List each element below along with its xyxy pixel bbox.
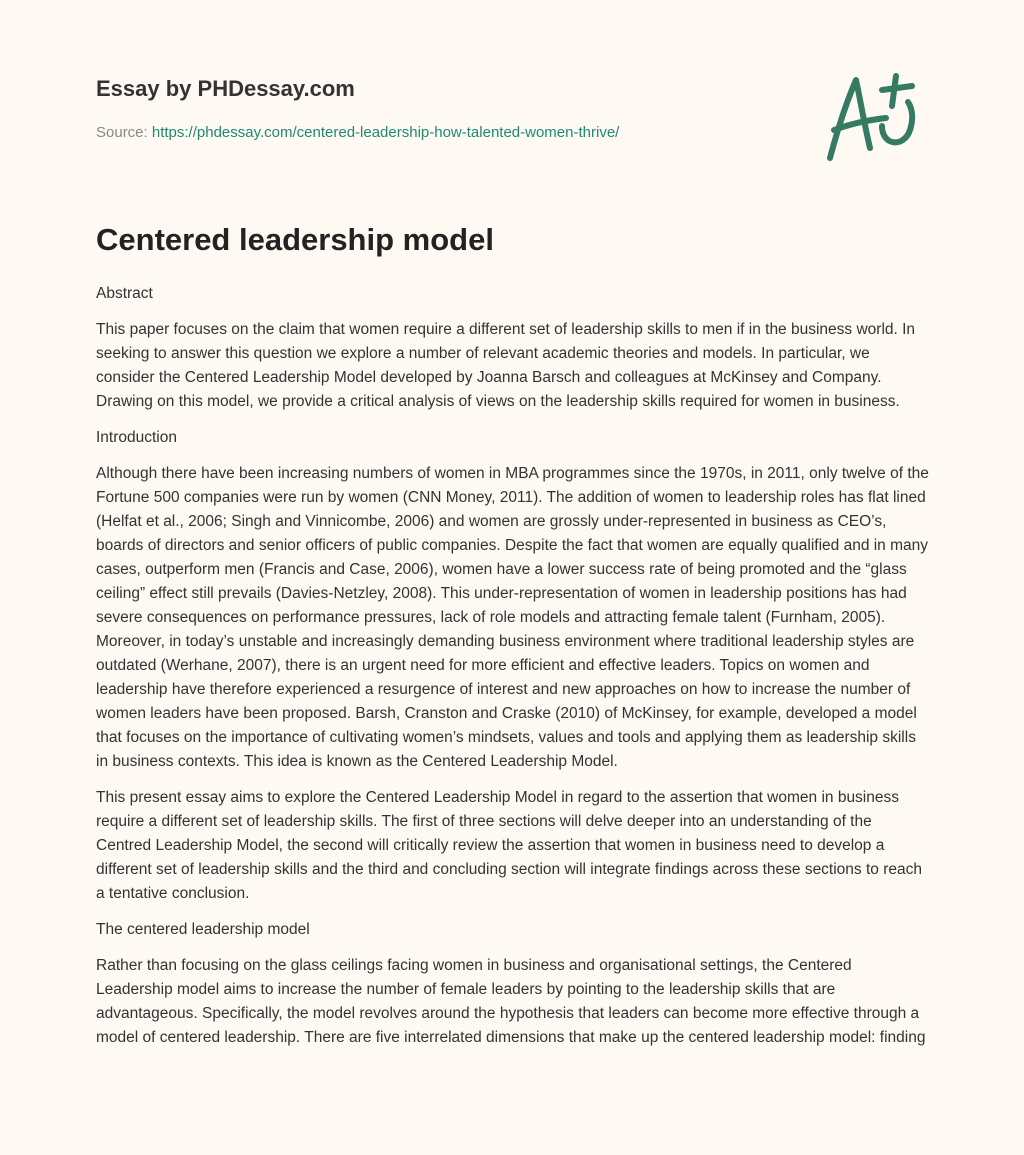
paragraph: This present essay aims to explore the Centered Leadership Model in regard to the assertion that women in business require a different set of leadership skills. The first of three sections will delve deeper into an understanding of the Centred Leadership Model, the second will critically review the assertion that women in business need to develop a different set of leadership skills and the third and concluding section will integrate findings across these sections to reach a tentative conclusion. xyxy=(96,789,922,902)
source-label: Source: xyxy=(96,124,148,141)
source-line xyxy=(96,124,928,141)
brand-title: Essay by PHDessay.com xyxy=(96,76,355,101)
source-link[interactable]: https://phdessay.com/centered-leadership-how-talented-women-thrive/ xyxy=(151,124,620,141)
section-heading: The centered leadership model xyxy=(96,921,310,938)
paragraph: This paper focuses on the claim that women require a different set of leadership skills to men if in the business world. In seeking to answer this question we explore a number of relevant academic theories and models. In particular, we consider the Centered Leadership Model developed by Joanna Barsch and colleagues at McKinsey and Company. Drawing on this model, we provide a critical analysis of views on the leadership skills required for women in business. xyxy=(96,321,916,410)
paragraph: Although there have been increasing numbers of women in MBA programmes since the 1970s, in 2011, only twelve of the Fortune 500 companies were run by women (CNN Money, 2011). The addition of women to leadership roles has flat lined (Helfat et al., 2006; Singh and Vinnicombe, 2006) and women are grossly under-represented in business as CEO’s, boards of directors and senior officers of public companies. Despite the fact that women are equally qualified and in many cases, outperform men (Francis and Case, 2006), women have a lower success rate of being promoted and the “glass ceiling” effect still prevails (Davies-Netzley, 2008). This under-representation of women in leadership positions has had severe consequences on performance pressures, lack of role models and attracting female talent (Furnham, 2005). Moreover, in today’s unstable and increasingly demanding business environment where traditional leadership styles are outdated (Werhane, 2007), there is an urgent need for more efficient and effective leaders. Topics on women and leadership have therefore experienced a resurgence of interest and new approaches on how to increase the number of women leaders have been proposed. Barsh, Cranston and Craske (2010) of McKinsey, for example, developed a model that focuses on the importance of cultivating women’s mindsets, values and tools and applying them as leadership skills in business contexts. This idea is known as the Centered Leadership Model. xyxy=(96,465,929,770)
a-plus-logo-icon xyxy=(820,68,930,168)
article-title: Centered leadership model xyxy=(96,222,494,257)
section-heading: Introduction xyxy=(96,429,177,446)
article xyxy=(96,222,931,1062)
page-header xyxy=(96,76,928,141)
section-heading: Abstract xyxy=(96,285,153,302)
paragraph: Rather than focusing on the glass ceilings facing women in business and organisational settings, the Centered Leadership model aims to increase the number of female leaders by pointing to the leadership skills that are advantageous. Specifically, the model revolves around the hypothesis that leaders can become more effective through a model of centered leadership. There are five interrelated dimensions that make up the centered leadership model: finding xyxy=(96,957,926,1046)
